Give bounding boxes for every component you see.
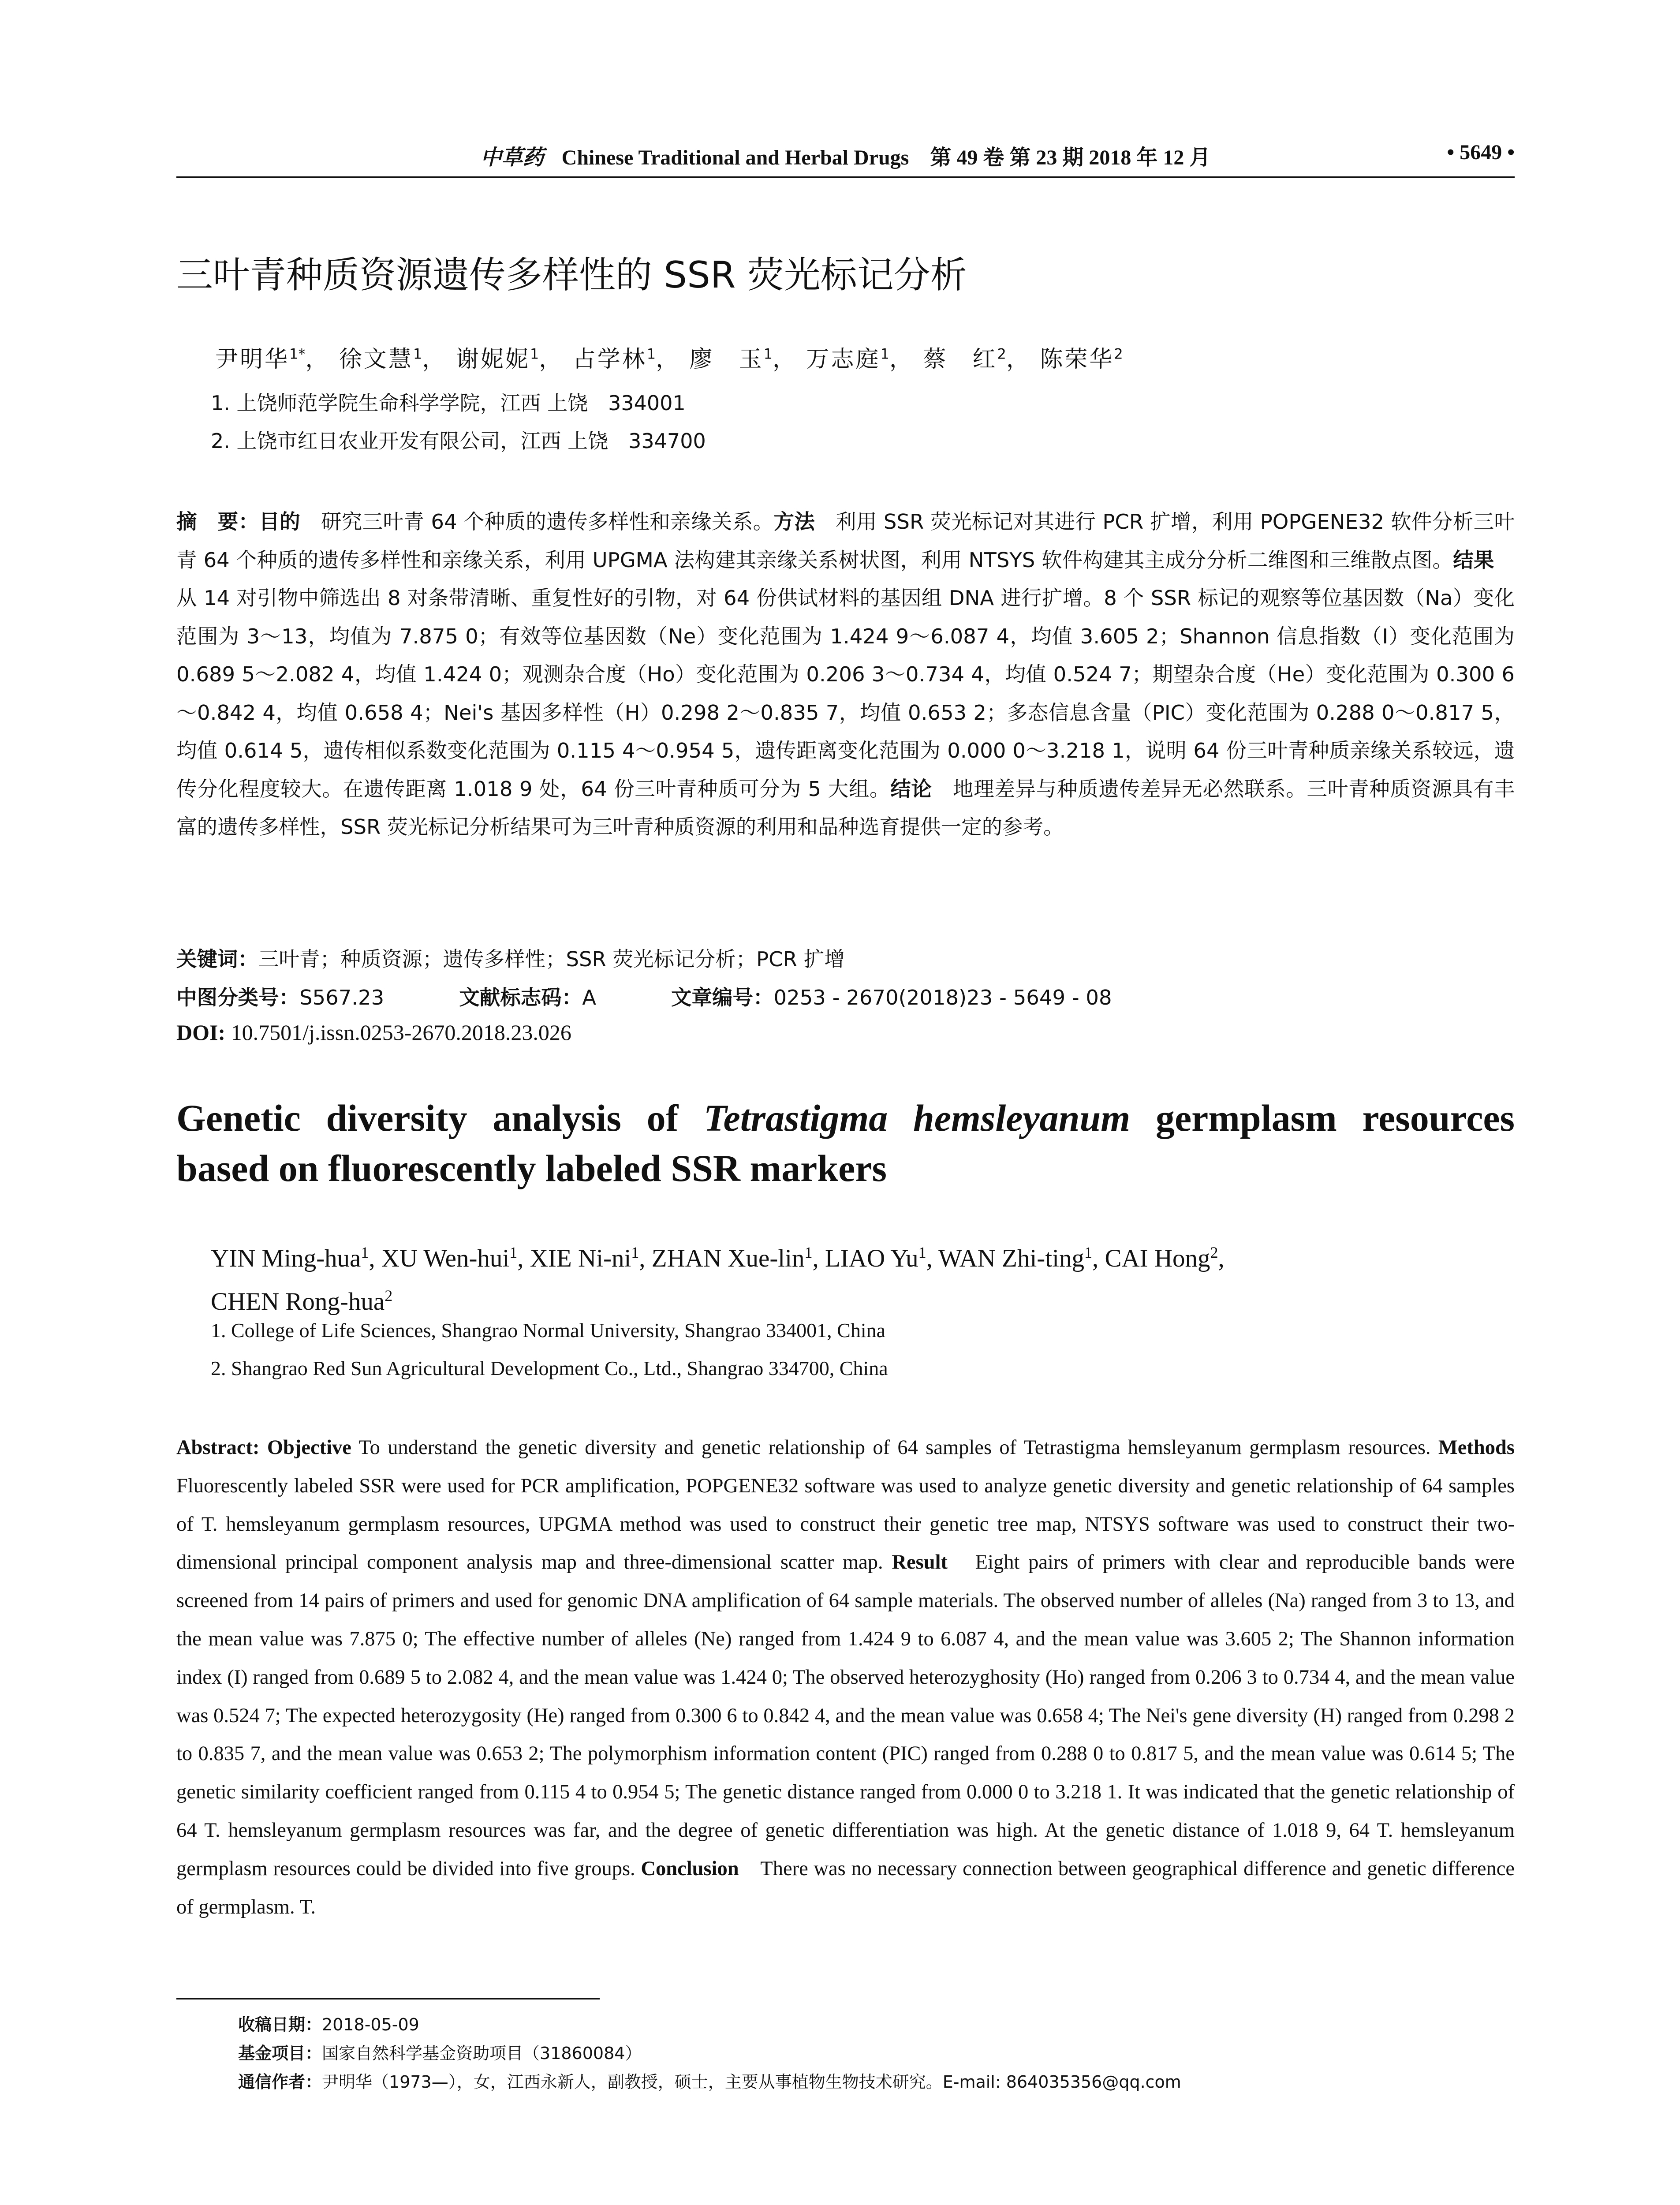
cn-author: 万志庭: [806, 346, 881, 373]
cn-author: 徐文慧: [339, 346, 413, 373]
doc-code-label: 文献标志码：: [459, 986, 582, 1009]
cn-conclusion-text: 地理差异与种质遗传差异无必然联系。三叶青种质资源具有丰富的遗传多样性，SSR 荧光标记分析结果可为三叶青种质资源的利用和品种选育提供一定的参考。: [176, 777, 1515, 839]
cn-conclusion-label: 结论: [890, 777, 932, 801]
cn-abstract-label: 摘 要：: [176, 510, 259, 534]
page-number: • 5649 •: [1447, 141, 1515, 164]
doi-line: [176, 1020, 571, 1045]
journal-name-en: Chinese Traditional and Herbal Drugs: [561, 146, 909, 169]
en-author-sup: 1: [361, 1244, 369, 1261]
cn-objective-label: 目的: [259, 510, 301, 534]
english-title-line-1: [176, 1093, 1515, 1143]
footnote-funding-label: 基金项目：: [238, 2044, 322, 2063]
cn-author-sup: 1*: [289, 345, 306, 363]
cn-author-sup: 1: [413, 345, 422, 363]
cn-author-sup: 1: [646, 345, 656, 363]
doc-code-value: A: [582, 986, 597, 1009]
cn-author: 尹明华: [215, 346, 290, 373]
cn-author: 廖 玉: [689, 346, 764, 373]
footnote-funding: [238, 2040, 642, 2064]
english-authors: YIN Ming-hua$^1$, XU Wen-hui$^1$, XIE $Ni-ni^1$, ZHAN Xue-lin$^1$, LIAO Yu$^1$, WAN Zhi-ting$^1$, CAI Hong$^2$, CHEN Rong-hua$^2$: [211, 1244, 1225, 1316]
footnote-corresponding-label: 通信作者：: [238, 2072, 322, 2092]
doi-label: DOI:: [176, 1020, 226, 1045]
doi-value[interactable]: 10.7501/j.issn.0253-2670.2018.23.026: [225, 1020, 571, 1045]
keywords-label: 关键词：: [176, 947, 258, 971]
english-title-line-2: based on fluorescently labeled SSR markers: [176, 1147, 887, 1189]
cn-author: 蔡 红: [923, 346, 997, 373]
en-author-sup: 1: [509, 1244, 518, 1261]
cn-methods-label: 方法: [773, 510, 815, 534]
english-abstract: [176, 1429, 1515, 1926]
cn-author: 占学林: [572, 346, 647, 373]
header-rule: [176, 176, 1515, 178]
en-results-text: Eight pairs of primers with clear and reproducible bands were screened from 14 pairs of primers and used for genomic DNA amplification of 64 sample materials. The observed number of alleles (Na) ranged from 3 to 13, and the mean value was 7.875 0; The effective number of alleles (Ne) ranged from 1.424 9 to 6.087 4, and the mean value was 3.605 2; The Shannon information index (I) ranged from 0.689 5 to 2.082 4, and the mean value was 1.424 0; The observed heterozyghosity (Ho) ranged from 0.206 3 to 0.734 4, and the mean value was 0.524 7; The expected heterozygosity (He) ranged from 0.300 6 to 0.842 4, and the mean value was 0.658 4; The Nei's gene diversity (H) ranged from 0.298 2 to 0.835 7, and the mean value was 0.653 2; The polymorphism information content (PIC) ranged from 0.288 0 to 0.817 5, and the mean value was 0.614 5; The genetic similarity coefficient ranged from 0.115 4 to 0.954 5; The genetic distance ranged from 0.000 0 to 3.218 1. It was indicated that the genetic relationship of 64 T. hemsleyanum germplasm resources was far, and the degree of genetic differentiation was high. At the genetic distance of 1.018 9, 64 T. hemsleyanum germplasm resources could be divided into five groups.: [176, 1551, 1515, 1880]
en-objective-text: To understand the genetic diversity and genetic relationship of 64 samples of Tetrastigma hemsleyanum germplasm resources.: [351, 1436, 1438, 1459]
footnote-received-label: 收稿日期：: [238, 2015, 322, 2034]
en-title-pre: Genetic diversity analysis of: [176, 1097, 704, 1139]
en-author-sup: 1: [631, 1244, 639, 1261]
en-author: ZHAN Xue-lin: [651, 1245, 805, 1272]
keywords-text: 三叶青；种质资源；遗传多样性；SSR 荧光标记分析；PCR 扩增: [258, 947, 845, 971]
en-affiliation-1: 1. College of Life Sciences, Shangrao Normal University, Shangrao 334001, China: [211, 1319, 886, 1342]
footnote-corresponding: [238, 2068, 1181, 2093]
running-header-center: [176, 140, 1515, 171]
en-author: CHEN Rong-hua: [211, 1288, 385, 1316]
en-author: CAI Hong: [1105, 1245, 1210, 1272]
clc-value: S567.23: [299, 986, 385, 1009]
en-author-sup: 2: [385, 1287, 393, 1304]
en-author-sup: 1: [918, 1244, 926, 1261]
en-author: YIN Ming-hua: [211, 1245, 361, 1272]
journal-logo: 中草药: [480, 145, 544, 170]
en-methods-text: Fluorescently labeled SSR were used for PCR amplification, POPGENE32 software was used to analyze genetic diversity and genetic relationship of 64 samples of T. hemsleyanum germplasm resources, UPGMA method was used to construct their genetic tree map, NTSYS software was used to construct their two-dimensional principal component analysis map and three-dimensional scatter map.: [176, 1474, 1515, 1574]
en-author: XIE Ni-ni: [530, 1245, 631, 1272]
en-abstract-label: Abstract:: [176, 1436, 267, 1459]
chinese-abstract: [176, 503, 1515, 846]
cn-author-sup: 1: [763, 345, 773, 363]
cn-affiliation-2: 2. 上饶市红日农业开发有限公司，江西 上饶 334700: [211, 429, 706, 453]
cn-author: 陈荣华: [1040, 346, 1114, 373]
en-title-post: germplasm resources: [1130, 1097, 1515, 1139]
footnote-received: [238, 2011, 419, 2035]
en-conclusion-label: Conclusion: [641, 1857, 739, 1880]
chinese-authors: 尹明华$^{1*}$， 徐文慧$^1$， 谢妮妮$^1$， 占学林$^1$， 廖 玉$^1$， 万志庭$^1$， 蔡 红$^2$， 陈荣华$^2$: [215, 345, 1123, 373]
footnote-corresponding-text: 尹明华（1973—），女，江西永新人，副教授，硕士，主要从事植物生物技术研究。E-mail: 864035356@qq.com: [322, 2072, 1181, 2092]
cn-objective-text: 研究三叶青 64 个种质的遗传多样性和亲缘关系。: [300, 510, 774, 534]
en-methods-label: Methods: [1438, 1436, 1515, 1459]
en-author: WAN Zhi-ting: [938, 1245, 1084, 1272]
running-header: [176, 140, 1515, 176]
article-no-label: 文章编号：: [671, 986, 774, 1009]
cn-affiliation-1: 1. 上饶师范学院生命科学学院，江西 上饶 334001: [211, 391, 686, 415]
footnote-received-text: 2018-05-09: [322, 2015, 419, 2034]
cn-author-sup: 2: [997, 345, 1006, 363]
en-affiliation-2: 2. Shangrao Red Sun Agricultural Development Co., Ltd., Shangrao 334700, China: [211, 1357, 888, 1379]
en-author-sup: 1: [1084, 1244, 1092, 1261]
en-author-sup: 2: [1210, 1244, 1218, 1261]
classification-line: [176, 981, 1112, 1011]
clc-label: 中图分类号：: [176, 986, 299, 1009]
cn-results-text: 从 14 对引物中筛选出 8 对条带清晰、重复性好的引物，对 64 份供试材料的基因组 DNA 进行扩增。8 个 SSR 标记的观察等位基因数（Na）变化范围为 3～13，均值为 7.875 0；有效等位基因数（Ne）变化范围为 1.424 9～6.087 4，均值 3.605 2；Shannon 信息指数（I）变化范围为 0.689 5～2.082 4，均值 1.424 0；观测杂合度（Ho）变化范围为 0.206 3～0.734 4，均值 0.524 7；期望杂合度（He）变化范围为 0.300 6～0.842 4，均值 0.658 4；Nei's 基因多样性（H）0.298 2～0.835 7，均值 0.653 2；多态信息含量（PIC）变化范围为 0.288 0～0.817 5，均值 0.614 5，遗传相似系数变化范围为 0.115 4～0.954 5，遗传距离变化范围为 0.000 0～3.218 1，说明 64 份三叶青种质亲缘关系较远，遗传分化程度较大。在遗传距离 1.018 9 处，64 份三叶青种质可分为 5 大组。: [176, 548, 1515, 801]
en-author: XU Wen-hui: [381, 1245, 510, 1272]
en-author-sup: 1: [804, 1244, 813, 1261]
en-author: LIAO Yu: [825, 1245, 918, 1272]
cn-methods-text: 利用 SSR 荧光标记对其进行 PCR 扩增，利用 POPGENE32 软件分析三叶青 64 个种质的遗传多样性和亲缘关系，利用 UPGMA 法构建其亲缘关系树状图，利用 NTSYS 软件构建其主成分分析二维图和三维散点图。: [176, 510, 1515, 572]
cn-author-sup: 1: [530, 345, 539, 363]
keywords-line: [176, 943, 845, 972]
cn-author-sup: 1: [880, 345, 889, 363]
cn-author-sup: 2: [1114, 345, 1123, 363]
english-title: [176, 1093, 1515, 1193]
en-results-label: Result: [892, 1551, 948, 1574]
en-title-species: Tetrastigma hemsleyanum: [703, 1097, 1131, 1139]
chinese-title: 三叶青种质资源遗传多样性的 SSR 荧光标记分析: [176, 254, 967, 296]
journal-issue: 第 49 卷 第 23 期 2018 年 12 月: [930, 146, 1211, 169]
cn-results-label: 结果: [1453, 548, 1494, 572]
en-conclusion-text: There was no necessary connection between geographical difference and genetic difference of germplasm. T.: [176, 1857, 1515, 1918]
en-objective-label: Objective: [267, 1436, 351, 1459]
cn-author: 谢妮妮: [455, 346, 530, 373]
article-no-value: 0253 - 2670(2018)23 - 5649 - 08: [773, 986, 1112, 1009]
footnote-funding-text: 国家自然科学基金资助项目（31860084）: [322, 2044, 642, 2063]
footnote-rule: [176, 1998, 600, 1999]
